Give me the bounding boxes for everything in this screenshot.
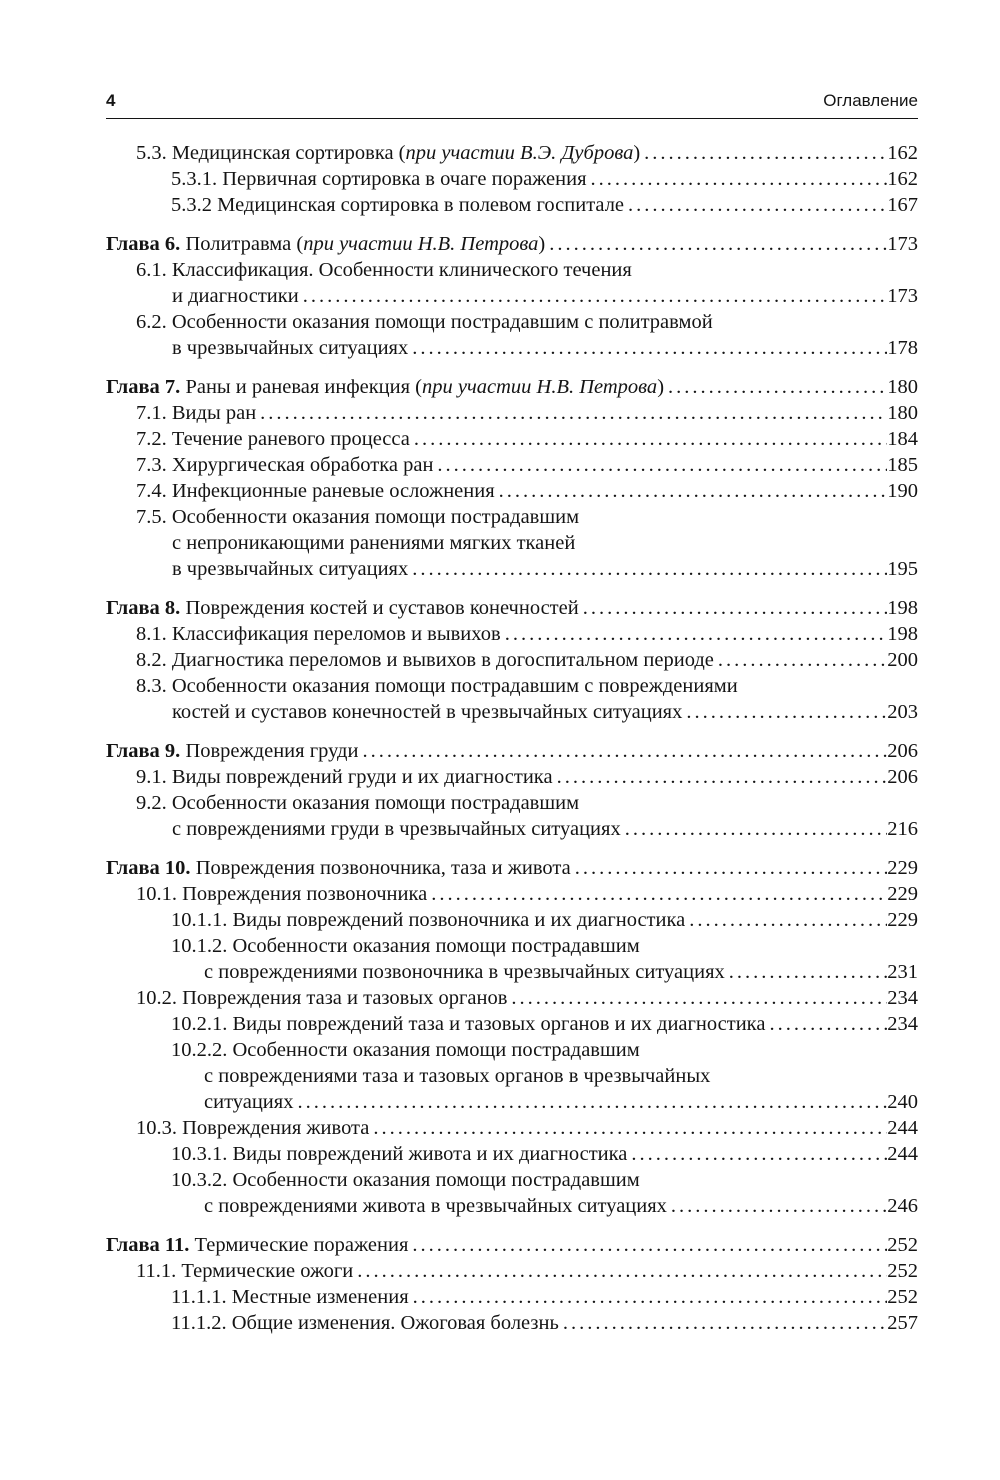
toc-entry-8-3: 8.3. Особенности оказания помощи пострадавшим с повреждениями	[136, 675, 738, 697]
toc-entry-10-1-2: 10.1.2. Особенности оказания помощи пострадавшим	[171, 935, 640, 957]
toc-entry-8-3-cont: костей и суставов конечностей в чрезвычайных ситуациях ..... 203	[106, 699, 918, 725]
toc-entry-10-2-2-cont-2: ситуациях ..... 240	[106, 1089, 918, 1115]
toc-entry-10-2-1: 10.2.1. Виды повреждений таза и тазовых органов и их диагностика ..... 234	[106, 1011, 918, 1037]
toc-entry-8-2: 8.2. Диагностика переломов и вывихов в догоспитальном периоде ..... 200	[106, 647, 918, 673]
toc-entry-7-5-cont-2: в чрезвычайных ситуациях ..... 195	[106, 556, 918, 582]
toc-entry-7-5: 7.5. Особенности оказания помощи пострадавшим	[136, 506, 580, 528]
toc-entry-8-1: 8.1. Классификация переломов и вывихов ..... 198	[106, 621, 918, 647]
toc-entry-6-1: 6.1. Классификация. Особенности клинического течения	[136, 259, 632, 281]
toc-entry-11-1: 11.1. Термические ожоги ..... 252	[106, 1258, 918, 1284]
toc-entry-11-1-1: 11.1.1. Местные изменения ..... 252	[106, 1284, 918, 1310]
page-header	[106, 88, 918, 119]
dot-leader	[640, 140, 887, 166]
toc-entry-10-2: 10.2. Повреждения таза и тазовых органов ..... 234	[106, 985, 918, 1011]
toc-entry-10-3-2: 10.3.2. Особенности оказания помощи пострадавшим	[171, 1169, 640, 1191]
toc-entry-10-1: 10.1. Повреждения позвоночника ..... 229	[106, 881, 918, 907]
toc-chapter-7: Глава 7. Раны и раневая инфекция (при участии Н.В. Петрова) ..... 180	[106, 374, 918, 400]
toc-entry-6-2-cont: в чрезвычайных ситуациях ..... 178	[106, 335, 918, 361]
toc-entry-10-3-1: 10.3.1. Виды повреждений живота и их диагностика ..... 244	[106, 1141, 918, 1167]
toc-entry-10-1-2-cont: с повреждениями позвоночника в чрезвычайных ситуациях ..... 231	[106, 959, 918, 985]
toc-chapter-11: Глава 11. Термические поражения ..... 252	[106, 1232, 918, 1258]
table-of-contents	[106, 140, 918, 1336]
toc-entry-7-2: 7.2. Течение раневого процесса ..... 184	[106, 426, 918, 452]
toc-entry-10-3-2-cont: с повреждениями живота в чрезвычайных ситуациях ..... 246	[106, 1193, 918, 1219]
toc-entry-7-1: 7.1. Виды ран ..... 180	[106, 400, 918, 426]
toc-entry-5-3: 5.3. Медицинская сортировка (при участии В.Э. Дуброва) ..... 162	[106, 140, 918, 166]
toc-chapter-9: Глава 9. Повреждения груди ..... 206	[106, 738, 918, 764]
toc-entry-7-4: 7.4. Инфекционные раневые осложнения ..... 190	[106, 478, 918, 504]
page-number: 4	[106, 91, 116, 110]
toc-entry-5-3-2: 5.3.2 Медицинская сортировка в полевом госпитале ..... 167	[106, 192, 918, 218]
toc-chapter-6: Глава 6. Политравма (при участии Н.В. Петрова) ..... 173	[106, 231, 918, 257]
toc-entry-6-1-cont: и диагностики ..... 173	[106, 283, 918, 309]
toc-entry-7-5-cont: с непроникающими ранениями мягких тканей	[172, 532, 576, 554]
toc-entry-10-2-2-cont: с повреждениями таза и тазовых органов в чрезвычайных	[204, 1065, 711, 1087]
toc-entry-9-2: 9.2. Особенности оказания помощи пострадавшим	[136, 792, 580, 814]
toc-entry-7-3: 7.3. Хирургическая обработка ран ..... 185	[106, 452, 918, 478]
toc-entry-10-3: 10.3. Повреждения живота ..... 244	[106, 1115, 918, 1141]
toc-entry-9-1: 9.1. Виды повреждений груди и их диагностика ..... 206	[106, 764, 918, 790]
toc-page-number: 162	[887, 142, 918, 164]
toc-entry-10-1-1: 10.1.1. Виды повреждений позвоночника и их диагностика ..... 229	[106, 907, 918, 933]
running-title: Оглавление	[823, 91, 918, 110]
toc-chapter-8: Глава 8. Повреждения костей и суставов конечностей ..... 198	[106, 595, 918, 621]
toc-entry-6-2: 6.2. Особенности оказания помощи пострадавшим с политравмой	[136, 311, 713, 333]
toc-entry-9-2-cont: с повреждениями груди в чрезвычайных ситуациях ..... 216	[106, 816, 918, 842]
toc-entry-11-1-2: 11.1.2. Общие изменения. Ожоговая болезнь ..... 257	[106, 1310, 918, 1336]
toc-entry-10-2-2: 10.2.2. Особенности оказания помощи пострадавшим	[171, 1039, 640, 1061]
toc-chapter-10: Глава 10. Повреждения позвоночника, таза и живота ..... 229	[106, 855, 918, 881]
toc-entry-5-3-1: 5.3.1. Первичная сортировка в очаге поражения ..... 162	[106, 166, 918, 192]
